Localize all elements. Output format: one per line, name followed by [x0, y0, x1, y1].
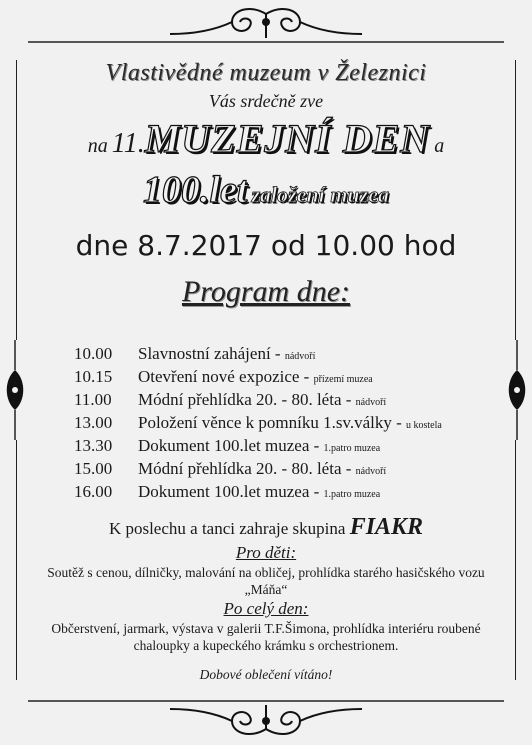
- schedule-event: Dokument 100.let muzea -: [138, 436, 320, 455]
- event-date: dne 8.7.2017 od 10.00 hod: [75, 229, 457, 262]
- na-word: na: [87, 135, 108, 157]
- schedule-event: Dokument 100.let muzea -: [138, 482, 320, 501]
- schedule-row: [74, 342, 504, 365]
- schedule-location: 1.patro muzea: [323, 443, 381, 454]
- schedule-row: [74, 411, 504, 434]
- right-ornament: [504, 340, 530, 440]
- schedule-row: [74, 457, 504, 480]
- schedule-location: nádvoří: [355, 397, 387, 408]
- museum-name: Vlastivědné muzeum v Železnici: [105, 60, 427, 86]
- schedule-location: nádvoří: [284, 351, 316, 362]
- music-text: K poslechu a tanci zahraje skupina: [108, 519, 346, 538]
- schedule-time: 15.00: [74, 459, 113, 478]
- event-title: MUZEJNÍ DEN: [144, 116, 431, 161]
- schedule-location: 1.patro muzea: [323, 489, 381, 500]
- allday-text: Občerstvení, jarmark, výstava v galerii T.F.Šimona, prohlídka interiéru roubené chaloupky a kupeckého krámku s orchestrionem.: [51, 621, 481, 653]
- anniversary-line: [30, 164, 502, 216]
- schedule-time: 10.15: [74, 367, 113, 386]
- program-schedule: [74, 342, 504, 503]
- poster-header: [30, 58, 502, 314]
- band-name: FIAKR: [349, 514, 424, 540]
- schedule-event: Slavnostní zahájení -: [138, 344, 281, 363]
- schedule-event: Otevření nové expozice -: [138, 367, 310, 386]
- anniversary-years: 100.let: [142, 169, 248, 211]
- event-title-line: [30, 114, 502, 164]
- schedule-event: Módní přehlídka 20. - 80. léta -: [138, 390, 352, 409]
- a-word: a: [434, 135, 445, 157]
- schedule-event: Položení věnce k pomníku 1.sv.války -: [138, 413, 402, 432]
- schedule-time: 16.00: [74, 482, 113, 501]
- schedule-row: [74, 480, 504, 503]
- schedule-time: 11.00: [74, 390, 112, 409]
- music-line: [30, 512, 502, 542]
- schedule-location: nádvoří: [355, 466, 387, 477]
- schedule-event: Módní přehlídka 20. - 80. léta -: [138, 459, 352, 478]
- bottom-ornament: [0, 699, 532, 739]
- closing-note: Dobové oblečení vítáno!: [199, 667, 333, 682]
- schedule-row: [74, 365, 504, 388]
- schedule-row: [74, 434, 504, 457]
- schedule-time: 13.30: [74, 436, 113, 455]
- event-number: 11.: [111, 128, 145, 159]
- schedule-time: 13.00: [74, 413, 113, 432]
- poster-footer: [30, 512, 502, 686]
- invitation-text: Vás srdečně zve: [208, 91, 324, 111]
- kids-heading: Pro děti:: [235, 543, 297, 562]
- schedule-time: 10.00: [74, 344, 113, 363]
- left-ornament: [2, 340, 28, 440]
- schedule-location: u kostela: [406, 420, 442, 431]
- schedule-location: přízemí muzea: [313, 374, 373, 385]
- top-ornament: [0, 4, 532, 44]
- schedule-row: [74, 388, 504, 411]
- anniversary-text: založení muzea: [251, 182, 389, 207]
- allday-heading: Po celý den:: [223, 599, 309, 618]
- kids-text: Soutěž s cenou, dílničky, malování na obličej, prohlídka starého hasičského vozu „Máňa“: [47, 565, 485, 597]
- program-title: Program dne:: [181, 275, 351, 308]
